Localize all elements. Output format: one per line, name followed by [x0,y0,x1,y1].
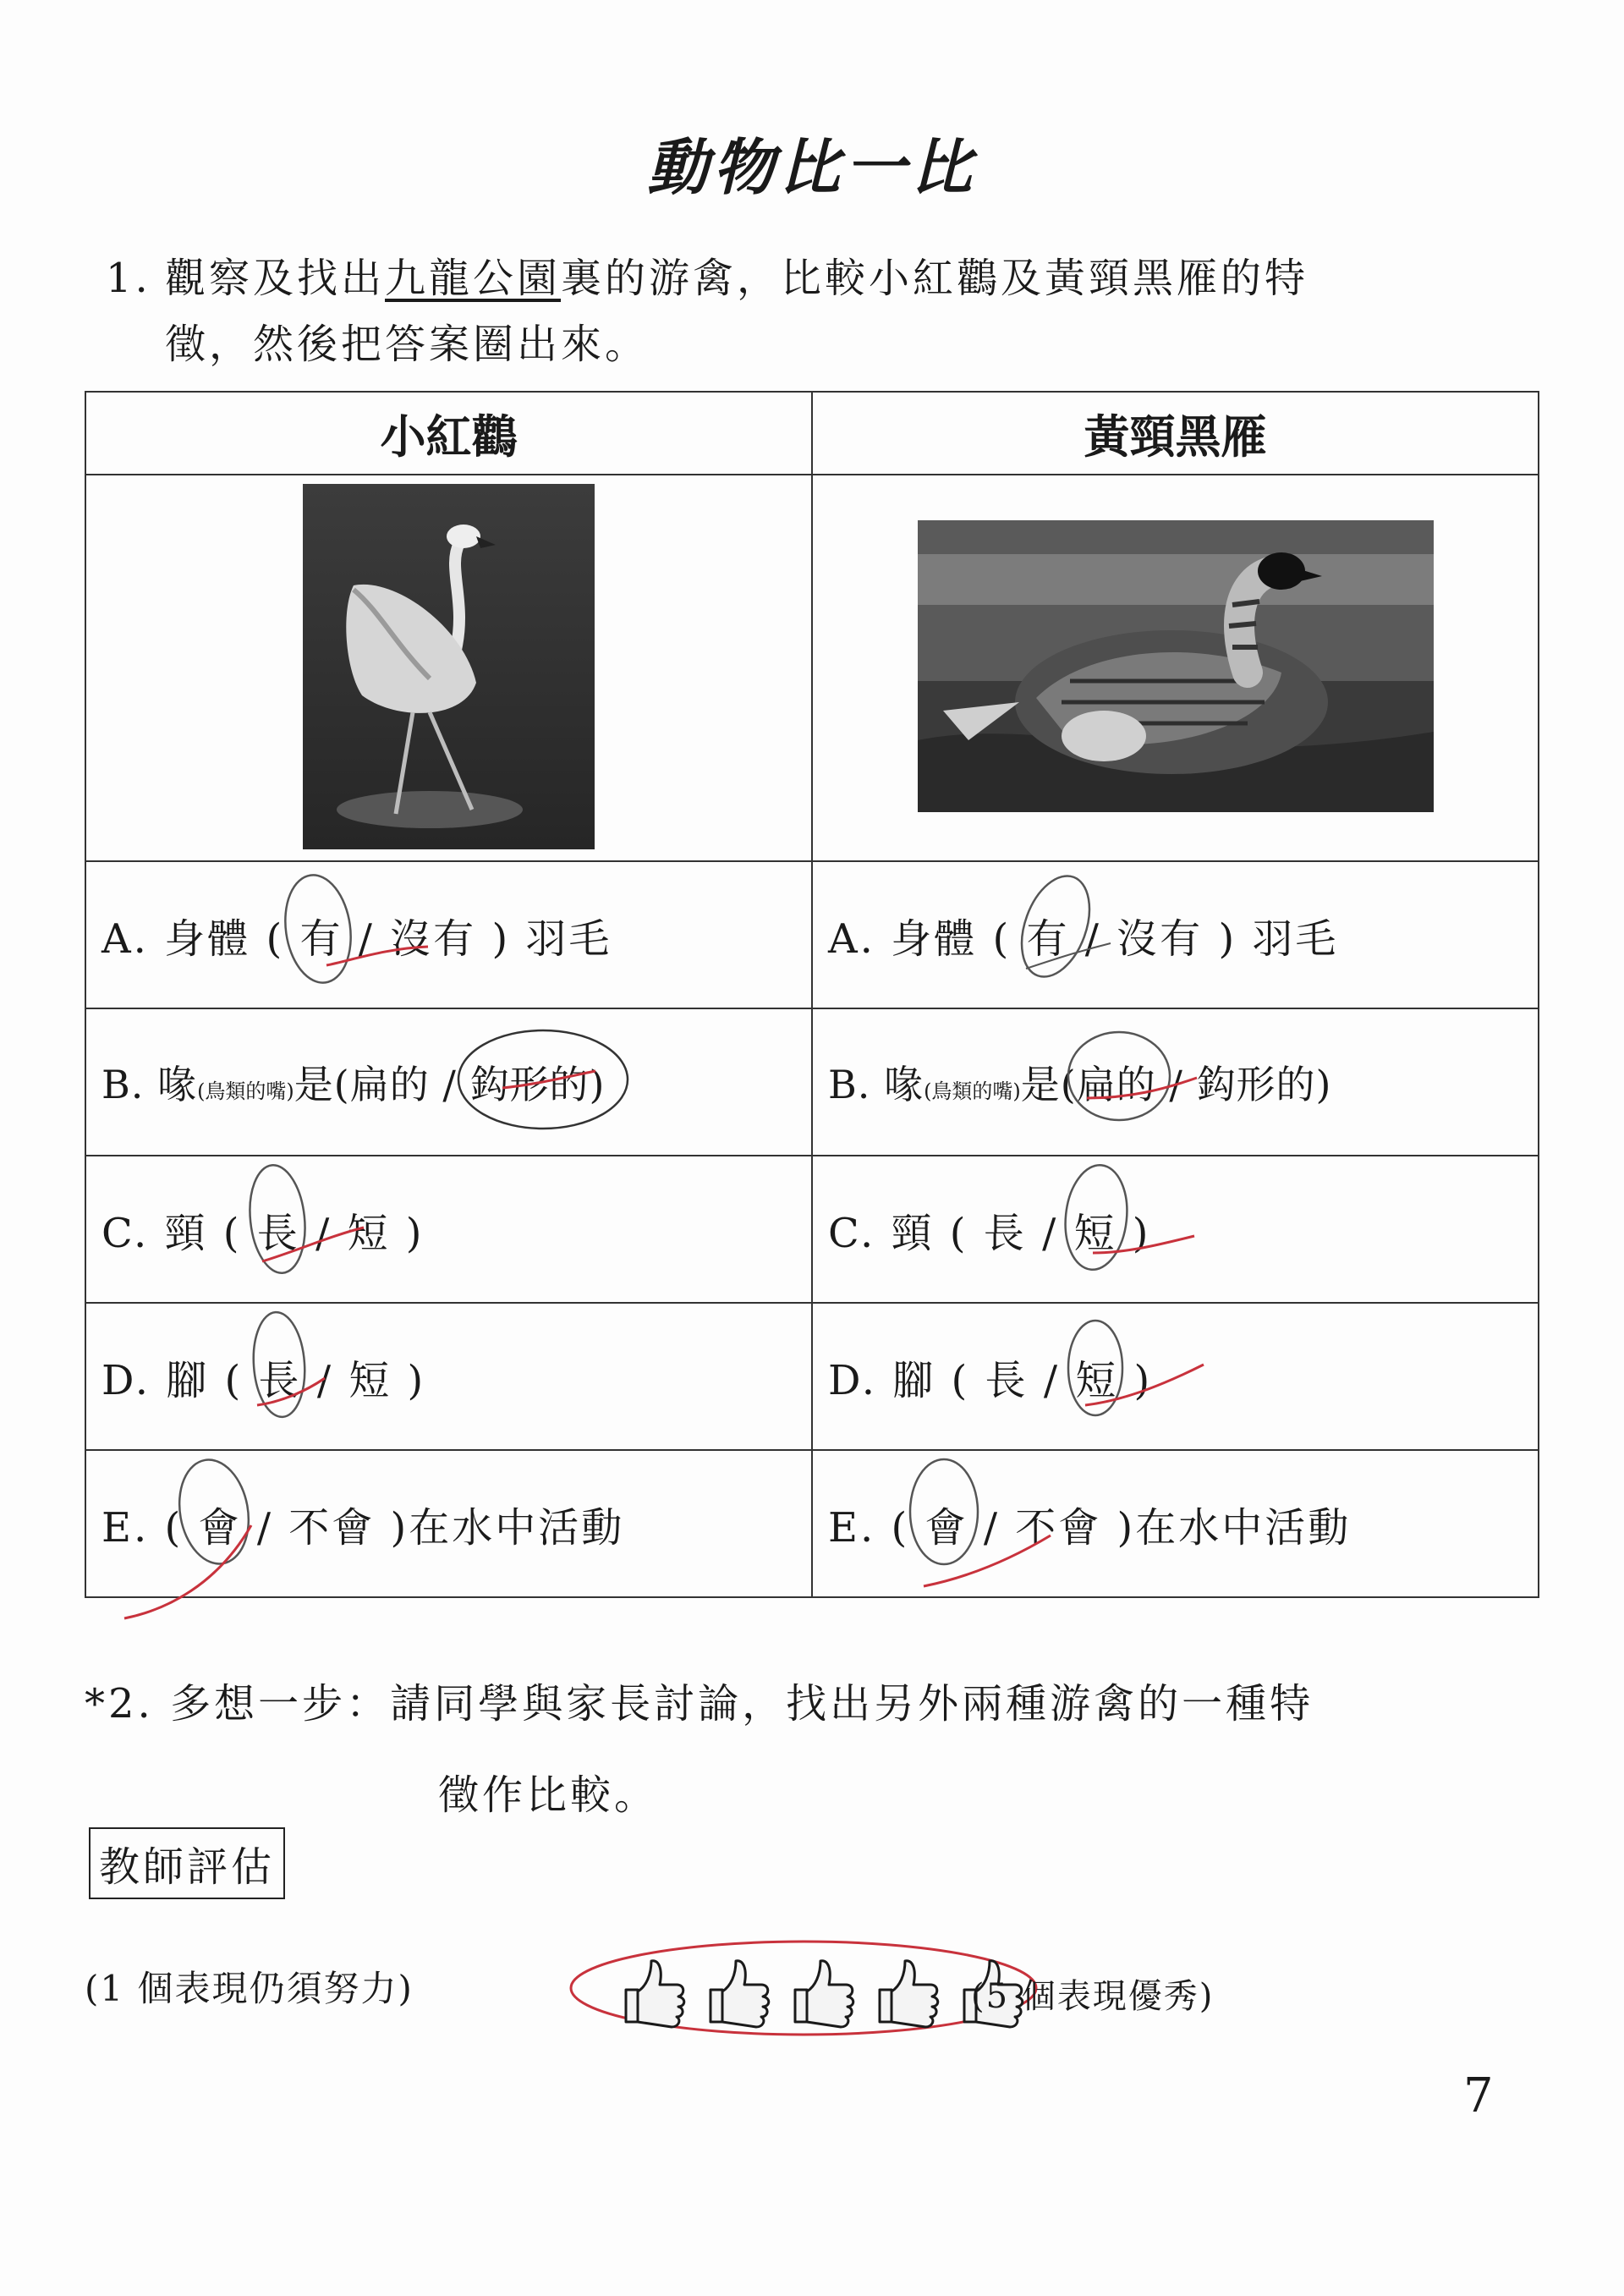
goose-d-choice-2[interactable]: 短 [1075,1348,1118,1406]
question-1-text-after: 裏的游禽，比較小紅鸛及黃頸黑雁的特 [561,255,1309,302]
goose-option-d[interactable]: D. 腳 ( 長 / 短 ) [812,1303,1539,1450]
flamingo-a-choice-1[interactable]: 有 [299,906,343,964]
flamingo-c-choice-2[interactable]: 短 [347,1209,391,1257]
question-2-line2: 徵作比較。 [438,1771,659,1819]
header-goose: 黃頸黑雁 [812,392,1539,475]
question-1 [106,245,1501,377]
flamingo-option-c[interactable]: C. 頸 ( 長 / 短 ) [85,1156,812,1303]
goose-option-c[interactable]: C. 頸 ( 長 / 短 ) [812,1156,1539,1303]
question-1-text-before: 觀察及找出 [165,255,386,302]
teacher-assessment-label: 教師評估 [89,1827,285,1899]
flamingo-option-b[interactable]: B. 喙(鳥類的嘴)是(扁的 / 鈎形的 ) [85,1008,812,1156]
question-1-line2: 徵，然後把答案圈出來。 [165,321,650,368]
question-2 [85,1658,1539,1841]
comparison-table [85,391,1539,1598]
goose-option-a[interactable]: A. 身體 ( 有 / 沒有 ) 羽毛 [812,861,1539,1008]
goose-b-choice-2[interactable]: 鈎形的 [1196,1062,1316,1107]
thumbs-up-icon[interactable] [880,1961,938,2027]
goose-e-choice-2[interactable]: 不會 [1015,1503,1102,1552]
flamingo-e-choice-2[interactable]: 不會 [288,1503,376,1552]
goose-a-choice-1[interactable]: 有 [1026,906,1069,964]
question-1-number: 1. [106,255,151,302]
flamingo-c-choice-1[interactable]: 長 [257,1200,300,1259]
flamingo-option-e[interactable]: E. ( 會 / 不會 )在水中活動 [85,1450,812,1597]
goose-option-b[interactable]: B. 喙(鳥類的嘴)是(扁的 / 鈎形的) [812,1008,1539,1156]
goose-c-choice-1[interactable]: 長 [983,1209,1027,1257]
header-flamingo: 小紅鸛 [85,392,812,475]
goose-d-choice-1[interactable]: 長 [985,1356,1029,1404]
thumbs-up-icon[interactable] [795,1961,853,2027]
flamingo-option-d[interactable]: D. 腳 ( 長 / 短 ) [85,1303,812,1450]
flamingo-e-choice-1[interactable]: 會 [199,1495,242,1553]
goose-photo-cell [812,475,1539,861]
rating-low-label: (1 個表現仍須努力) [85,1968,414,2009]
flamingo-b-choice-1[interactable]: 扁的 [349,1062,430,1107]
goose-a-choice-2[interactable]: 沒有 [1116,915,1204,963]
thumbs-up-icon[interactable] [626,1961,684,2027]
goose-photo [918,520,1434,812]
flamingo-d-choice-2[interactable]: 短 [348,1356,392,1404]
flamingo-d-choice-1[interactable]: 長 [259,1348,302,1406]
goose-b-choice-1[interactable]: 扁的 [1077,1054,1156,1110]
page-title: 動物比一比 [646,131,977,203]
page-number: 7 [1463,2068,1494,2123]
rating-scale [85,1937,1539,2039]
flamingo-photo [303,484,595,849]
flamingo-photo-cell [85,475,812,861]
flamingo-b-choice-2[interactable]: 鈎形的 [470,1054,590,1110]
goose-c-choice-2[interactable]: 短 [1074,1200,1117,1259]
goose-option-e[interactable]: E. ( 會 / 不會 )在水中活動 [812,1450,1539,1597]
thumbs-up-icon[interactable] [710,1961,769,2027]
flamingo-option-a[interactable]: A. 身體 ( 有 / 沒有 ) 羽毛 [85,861,812,1008]
question-1-underlined: 九龍公園 [385,255,562,302]
thumbs-rating[interactable] [567,1937,1040,2039]
rating-high-label: (5 個表現優秀) [971,1977,1215,2016]
question-2-number: *2. [85,1680,154,1727]
flamingo-a-choice-2[interactable]: 沒有 [390,915,477,963]
question-2-text: 多想一步：請同學與家長討論，找出另外兩種游禽的一種特 [170,1680,1314,1727]
goose-e-choice-1[interactable]: 會 [925,1495,968,1553]
